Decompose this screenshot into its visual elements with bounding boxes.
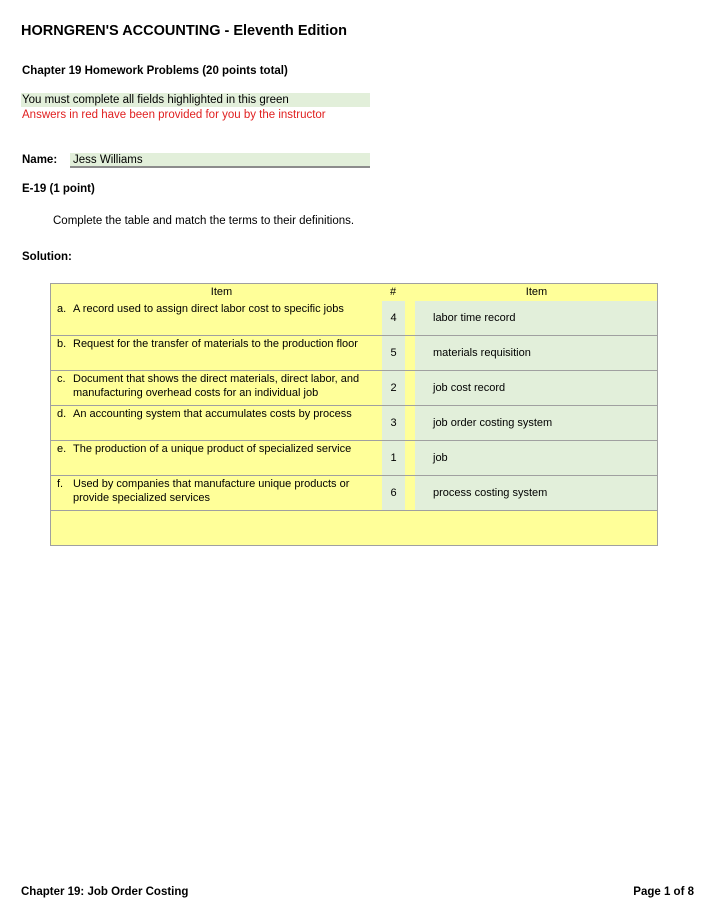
definition-text: A record used to assign direct labor cost to specific jobs — [73, 303, 344, 315]
table-header-term: Item — [525, 286, 548, 298]
definition-text: Used by companies that manufacture unique products or provide specialized services — [73, 478, 350, 504]
exercise-instructions: Complete the table and match the terms to their definitions. — [53, 215, 355, 227]
table-header-number: # — [389, 286, 397, 298]
red-answer-note: Answers in red have been provided for you by the instructor — [22, 109, 326, 121]
term-cell: materials requisition — [415, 336, 657, 370]
row-letter: f. — [57, 478, 64, 490]
table-row — [51, 371, 657, 406]
name-field[interactable]: Jess Williams — [70, 153, 370, 168]
document-title: HORNGREN'S ACCOUNTING - Eleventh Edition — [21, 23, 347, 39]
definition-text: An accounting system that accumulates costs by process — [73, 408, 352, 420]
row-letter: a. — [57, 303, 67, 315]
table-row — [51, 301, 657, 336]
footer-page-number: Page 1 of 8 — [633, 886, 694, 898]
table-row — [51, 406, 657, 441]
term-cell: labor time record — [415, 301, 657, 335]
answer-number-input[interactable]: 1 — [382, 441, 405, 475]
row-letter: b. — [57, 338, 67, 350]
exercise-label: E-19 (1 point) — [22, 183, 95, 195]
matching-table — [50, 283, 658, 546]
term-cell: process costing system — [415, 476, 657, 510]
answer-number-input[interactable]: 5 — [382, 336, 405, 370]
row-letter: c. — [57, 373, 66, 385]
definition-text: Document that shows the direct materials, direct labor, and manufacturing overhead costs for an individual job — [73, 373, 360, 399]
answer-number-input[interactable]: 6 — [382, 476, 405, 510]
table-row — [51, 476, 657, 511]
answer-number-input[interactable]: 4 — [382, 301, 405, 335]
term-cell: job — [415, 441, 657, 475]
term-cell: job cost record — [415, 371, 657, 405]
table-row — [51, 336, 657, 371]
row-letter: d. — [57, 408, 67, 420]
solution-label: Solution: — [22, 251, 72, 263]
table-row — [51, 441, 657, 476]
answer-number-input[interactable]: 2 — [382, 371, 405, 405]
homework-subtitle: Chapter 19 Homework Problems (20 points total) — [22, 65, 288, 77]
row-letter: e. — [57, 443, 67, 455]
definition-text: Request for the transfer of materials to the production floor — [73, 338, 358, 350]
definition-text: The production of a unique product of specialized service — [73, 443, 352, 455]
answer-number-input[interactable]: 3 — [382, 406, 405, 440]
table-header-definition: Item — [210, 286, 233, 298]
term-cell: job order costing system — [415, 406, 657, 440]
footer-chapter: Chapter 19: Job Order Costing — [21, 886, 189, 898]
green-field-note: You must complete all fields highlighted in this green — [21, 93, 370, 107]
name-label: Name: — [22, 154, 58, 166]
